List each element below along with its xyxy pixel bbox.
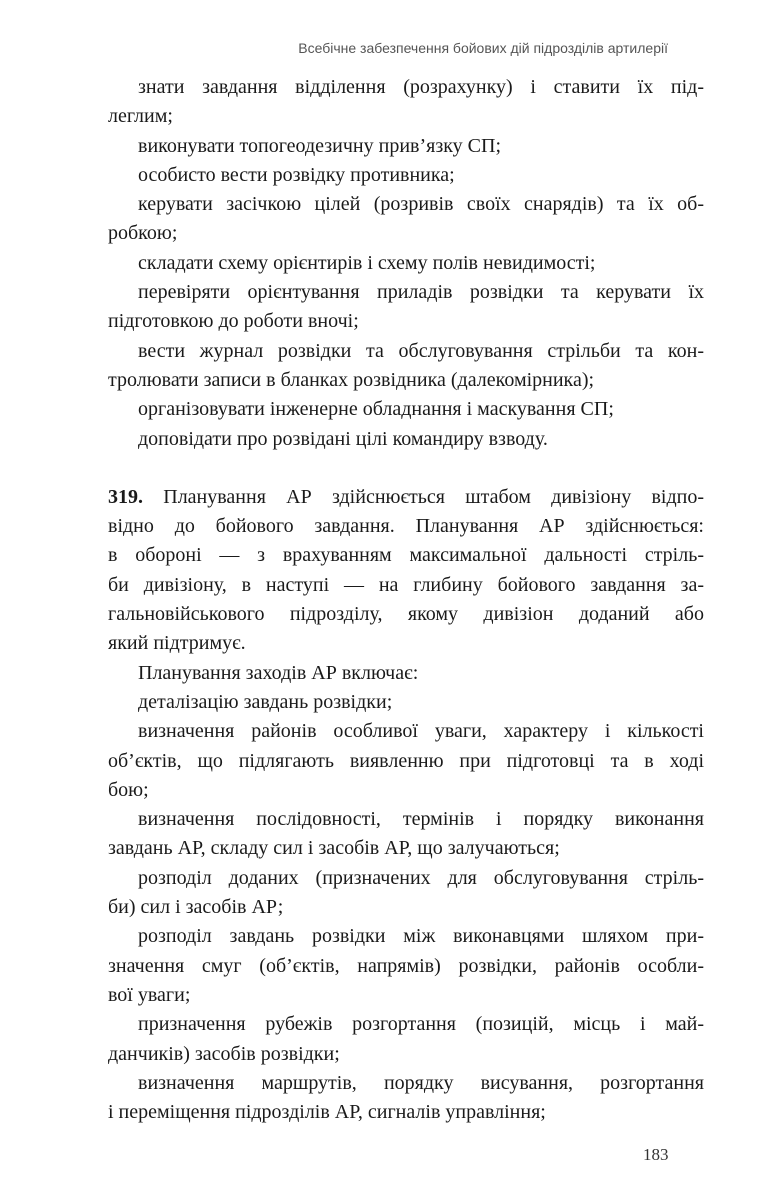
text-line: в обороні — з врахуванням максимальної дальності стріль- (108, 544, 704, 567)
text-line: би дивізіону, в наступі — на глибину бойового завдання за- (108, 573, 704, 596)
text-line: значення смуг (об’єктів, напрямів) розвідки, районів особли- (108, 954, 704, 977)
text-line: знати завдання відділення (розрахунку) і ставити їх під- (138, 76, 704, 98)
text-line: завдань АР, складу сил і засобів АР, що залучаються; (108, 837, 560, 860)
text-line: би) сил і засобів АР; (108, 896, 284, 919)
paragraph-number: 319. (108, 485, 143, 508)
text-line: підготовкою до роботи вночі; (108, 310, 359, 333)
page-body (108, 73, 704, 1127)
text-line: визначення послідовності, термінів і порядку виконання (138, 808, 704, 831)
text-line: керувати засічкою цілей (розривів своїх снарядів) та їх об- (138, 193, 704, 216)
text-line: Планування заходів АР включає: (138, 661, 419, 684)
text-line: складати схему орієнтирів і схему полів невидимості; (138, 251, 596, 274)
text-line: вої уваги; (108, 983, 191, 1006)
text-line: леглим; (108, 105, 173, 128)
text-line: розподіл завдань розвідки між виконавцями шляхом при- (138, 925, 704, 948)
text-line: розподіл доданих (призначених для обслуговування стріль- (138, 866, 704, 889)
running-header: Всебічне забезпечення бойових дій підрозділів артилерії (298, 40, 668, 56)
paragraph-319 (108, 483, 704, 1128)
text-line: і переміщення підрозділів АР, сигналів управління; (108, 1101, 546, 1124)
text-line: бою; (108, 778, 149, 801)
page-number: 183 (643, 1145, 669, 1164)
text-line: данчиків) засобів розвідки; (108, 1042, 340, 1065)
text-line: особисто вести розвідку противника; (138, 163, 455, 186)
text-line: виконувати топогеодезичну прив’язку СП; (138, 134, 501, 157)
text-line: визначення маршрутів, порядку висування, розгортання (138, 1071, 704, 1094)
text-line: вести журнал розвідки та обслуговування стрільби та кон- (138, 339, 704, 362)
text-line: деталізацію завдань розвідки; (138, 690, 393, 713)
text-line: робкою; (108, 222, 178, 245)
duties-list (108, 73, 704, 454)
text-line: який підтримує. (108, 632, 246, 655)
paragraph-gap (108, 454, 704, 483)
text-line: гальновійськового підрозділу, якому дивізіон доданий або (108, 603, 704, 626)
text-line: організовувати інженерне обладнання і маскування СП; (138, 398, 614, 421)
text-line: Планування АР здійснюється штабом дивізіону відпо- (163, 485, 705, 508)
paragraph-first-line (108, 483, 704, 512)
text-line: тролювати записи в бланках розвідника (далекомірника); (108, 368, 595, 391)
text-line: призначення рубежів розгортання (позицій, місць і май- (138, 1013, 704, 1036)
text-line: відно до бойового завдання. Планування АР здійснюється: (108, 515, 704, 538)
text-line: визначення районів особливої уваги, характеру і кількості (138, 720, 704, 743)
text-line: перевіряти орієнтування приладів розвідки та керувати їх (138, 281, 704, 304)
text-line: доповідати про розвідані цілі командиру взводу. (138, 427, 548, 450)
text-line: об’єктів, що підлягають виявленню при підготовці та в ході (108, 749, 704, 772)
